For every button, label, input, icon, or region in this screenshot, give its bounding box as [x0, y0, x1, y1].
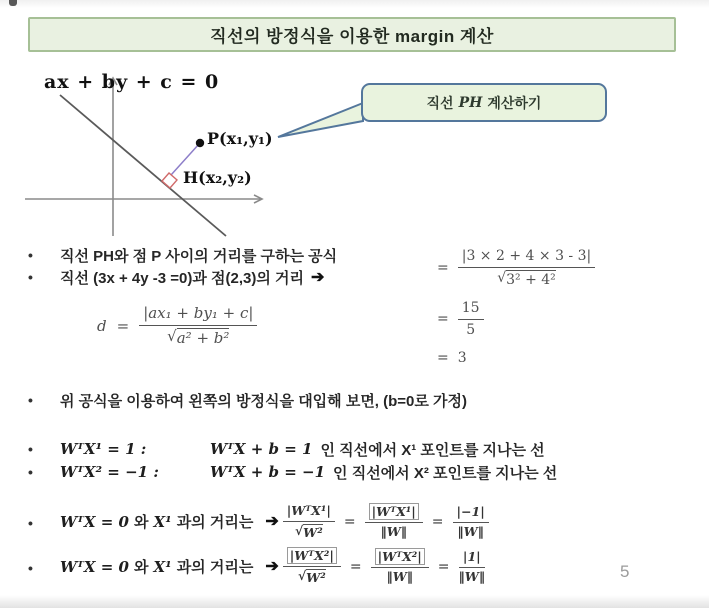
equals-sign: = — [431, 514, 444, 531]
decision-line — [60, 95, 226, 236]
calc-step-3 — [437, 350, 595, 366]
equals-sign: = — [437, 311, 449, 328]
page-number: 5 — [620, 562, 630, 581]
margin-kor: 와 — [133, 558, 149, 576]
bullet-text: 직선 PH와 점 P 사이의 거리를 구하는 공식 — [60, 248, 338, 265]
callout-text-post: 계산하기 — [487, 94, 542, 111]
margin-kor: 와 — [133, 513, 149, 531]
margin-math: WᵀX = 0 — [60, 558, 129, 577]
fraction-numerator: |WᵀX¹| — [369, 503, 419, 520]
radicand: a² + b² — [176, 328, 230, 347]
bullet-icon: • — [28, 441, 33, 457]
margin-fraction-2 — [365, 505, 423, 540]
fraction-denominator — [295, 522, 323, 541]
fraction-numerator: |3 × 2 + 4 × 3 - 3| — [458, 248, 596, 268]
fraction-denominator: 5 — [466, 321, 476, 338]
bullet-distance-example — [28, 268, 324, 289]
fraction-denominator: ‖W‖ — [458, 568, 486, 584]
equals-sign: = — [116, 317, 130, 336]
fraction-denominator — [298, 567, 326, 586]
fraction-denominator: ‖W‖ — [457, 523, 484, 539]
right-arrow-icon: ➔ — [265, 513, 279, 531]
equals-sign: = — [437, 559, 450, 576]
wt-equation-mid: WᵀX + b = −1 — [210, 463, 326, 481]
distance-formula — [97, 305, 257, 347]
fraction-numerator: |ax₁ + by₁ + c| — [139, 305, 257, 326]
margin-fraction-1 — [283, 504, 335, 541]
wt-equation-desc: 인 직선에서 X¹ 포인트를 지나는 선 — [320, 442, 545, 459]
fraction-numerator: |WᵀX²| — [287, 547, 337, 564]
callout-tail — [278, 103, 363, 137]
fraction-denominator: ‖W‖ — [386, 568, 413, 584]
margin-kor: 과의 거리는 — [176, 558, 254, 576]
right-angle-marker-icon — [162, 173, 177, 188]
margin-distance-row-1 — [28, 504, 493, 541]
right-arrow-icon: ➔ — [311, 269, 325, 286]
bullet-icon: • — [28, 464, 33, 480]
bullet-icon: • — [28, 559, 33, 576]
bullet-icon: • — [28, 514, 33, 531]
bullet-icon: • — [28, 269, 33, 285]
radical-sign: √ — [294, 522, 304, 538]
radicand: W² — [303, 524, 323, 540]
equals-sign: = — [437, 260, 449, 277]
right-arrow-icon: ➔ — [265, 558, 279, 576]
formula-fraction — [139, 305, 257, 347]
bullet-wtx2-line — [28, 463, 557, 484]
line-equation-label: ax + by + c = 0 — [44, 71, 220, 93]
margin-math: X¹ — [153, 513, 172, 532]
fraction-denominator — [167, 326, 229, 348]
equals-sign: = — [343, 514, 356, 531]
wt-equation-desc: 인 직선에서 X² 포인트를 지나는 선 — [333, 465, 558, 482]
margin-math: WᵀX = 0 — [60, 513, 129, 532]
wt-equation-mid: WᵀX + b = 1 — [210, 440, 313, 458]
radical-sign: √ — [167, 326, 177, 345]
calc-block — [437, 248, 595, 366]
calc-fraction — [458, 300, 484, 338]
bullet-text: 위 공식을 이용하여 왼쪽의 방정식을 대입해 보면, (b=0로 가정) — [60, 393, 468, 410]
bullet-icon: • — [28, 392, 33, 408]
bullet-substitute-equation — [28, 391, 467, 412]
callout-box — [361, 83, 607, 122]
margin-fraction-1 — [283, 549, 341, 586]
fraction-numerator: |−1| — [453, 505, 489, 523]
radical-sign: √ — [297, 567, 307, 583]
bullet-text: 직선 (3x + 4y -3 =0)과 점(2,3)의 거리 — [60, 270, 305, 287]
callout-text-ph: PH — [458, 94, 483, 111]
wt-equation-lhs: WᵀX¹ = 1 : — [60, 440, 147, 458]
calc-fraction — [458, 248, 596, 288]
point-h-label: H(x₂,y₂) — [183, 168, 252, 187]
fraction-denominator: ‖W‖ — [380, 523, 407, 539]
fraction-numerator: |WᵀX²| — [375, 548, 425, 565]
margin-fraction-3 — [453, 505, 489, 540]
equals-sign: = — [437, 350, 449, 367]
fraction-numerator: |1| — [459, 550, 485, 568]
callout-text-pre: 직선 — [426, 94, 454, 111]
bullet-wtx1-line — [28, 440, 545, 461]
bullet-distance-formula — [28, 246, 337, 267]
formula-lhs: d — [97, 317, 107, 336]
radicand: W² — [306, 569, 326, 585]
margin-math: X¹ — [153, 558, 172, 577]
fraction-numerator: |WᵀX¹| — [283, 504, 335, 522]
fraction-numerator: 15 — [458, 300, 484, 320]
bottom-edge-shading — [0, 595, 709, 608]
point-p-label: P(x₁,y₁) — [207, 129, 273, 148]
margin-fraction-3 — [459, 550, 486, 585]
calc-step-2 — [437, 300, 595, 338]
wt-equation-lhs: WᵀX² = −1 : — [60, 463, 159, 481]
radical-sign: √ — [497, 269, 507, 286]
point-p-dot — [196, 139, 204, 147]
page-title: 직선의 방정식을 이용한 margin 계산 — [210, 27, 494, 46]
margin-fraction-2 — [371, 550, 429, 585]
fraction-denominator — [497, 268, 556, 289]
margin-distance-row-2 — [28, 549, 489, 586]
equals-sign: = — [349, 559, 362, 576]
radicand: 3² + 4² — [506, 271, 556, 288]
calc-result: 3 — [457, 350, 467, 367]
calc-step-1 — [437, 248, 595, 288]
margin-kor: 과의 거리는 — [176, 513, 254, 531]
bullet-icon: • — [28, 247, 33, 263]
